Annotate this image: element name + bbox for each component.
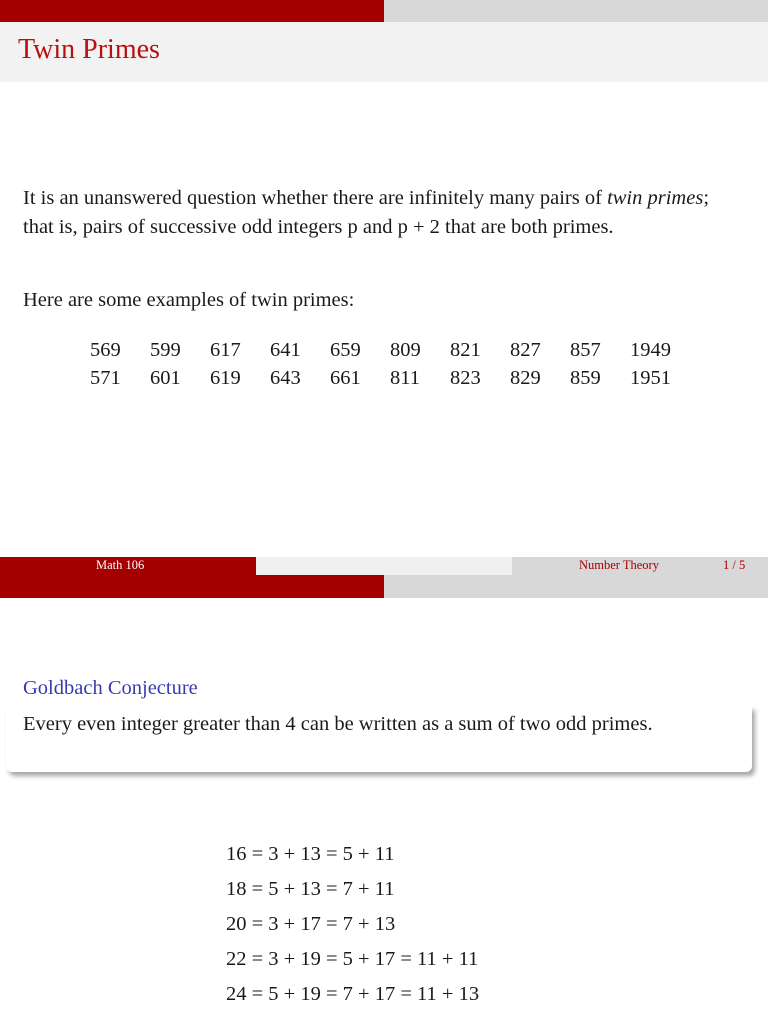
intro-paragraph [23, 184, 735, 242]
examples-intro: Here are some examples of twin primes: [23, 289, 355, 311]
twin-primes-table [90, 336, 690, 392]
conjecture-title: Goldbach Conjecture [23, 677, 198, 699]
intro-emphasis: twin primes [607, 187, 704, 209]
prime-cell: 569 [90, 338, 121, 361]
top-bar-red-segment [0, 0, 384, 22]
prime-cell: 601 [150, 366, 181, 389]
prime-cell: 857 [570, 338, 601, 361]
prime-cell: 1951 [630, 366, 671, 389]
prime-cell: 659 [330, 338, 361, 361]
footer-subject: Number Theory [579, 558, 659, 572]
slide2-top-bar [0, 575, 768, 598]
prime-cell: 617 [210, 338, 241, 361]
prime-cell: 1949 [630, 338, 671, 361]
page-title: Twin Primes [18, 34, 160, 65]
top-bar-gray-segment [384, 575, 768, 598]
prime-cell: 827 [510, 338, 541, 361]
prime-cell: 661 [330, 366, 361, 389]
top-bar-gray-segment [384, 0, 768, 22]
prime-cell: 571 [90, 366, 121, 389]
prime-cell: 643 [270, 366, 301, 389]
prime-cell: 599 [150, 338, 181, 361]
prime-cell: 619 [210, 366, 241, 389]
conjecture-statement: Every even integer greater than 4 can be written as a sum of two odd primes. [23, 713, 653, 735]
equation-line: 16 = 3 + 13 = 5 + 11 [226, 843, 395, 865]
intro-text-1: It is an unanswered question whether there are infinitely many pairs of [23, 187, 608, 209]
equation-line: 22 = 3 + 19 = 5 + 17 = 11 + 11 [226, 948, 479, 970]
primes-row-1 [90, 336, 690, 364]
prime-cell: 809 [390, 338, 421, 361]
footer-right-segment [512, 557, 768, 575]
prime-cell: 821 [450, 338, 481, 361]
footer-course: Math 106 [96, 558, 145, 572]
prime-cell: 641 [270, 338, 301, 361]
footer-middle-segment [256, 557, 512, 575]
intro-text-2: ; that is, pairs of successive odd integers p and p + 2 that are both primes. [23, 187, 710, 238]
goldbach-examples [226, 838, 479, 1013]
prime-cell: 823 [450, 366, 481, 389]
slide-footer [0, 557, 768, 575]
primes-row-2 [90, 364, 690, 392]
equation-line: 20 = 3 + 17 = 7 + 13 [226, 913, 396, 935]
slide1-top-bar [0, 0, 768, 22]
footer-page-number: 1 / 5 [723, 558, 746, 572]
top-bar-red-segment [0, 575, 384, 598]
footer-left-segment [0, 557, 256, 575]
equation-line: 18 = 5 + 13 = 7 + 11 [226, 878, 395, 900]
prime-cell: 811 [390, 366, 420, 389]
equation-line: 24 = 5 + 19 = 7 + 17 = 11 + 13 [226, 983, 480, 1005]
prime-cell: 859 [570, 366, 601, 389]
prime-cell: 829 [510, 366, 541, 389]
